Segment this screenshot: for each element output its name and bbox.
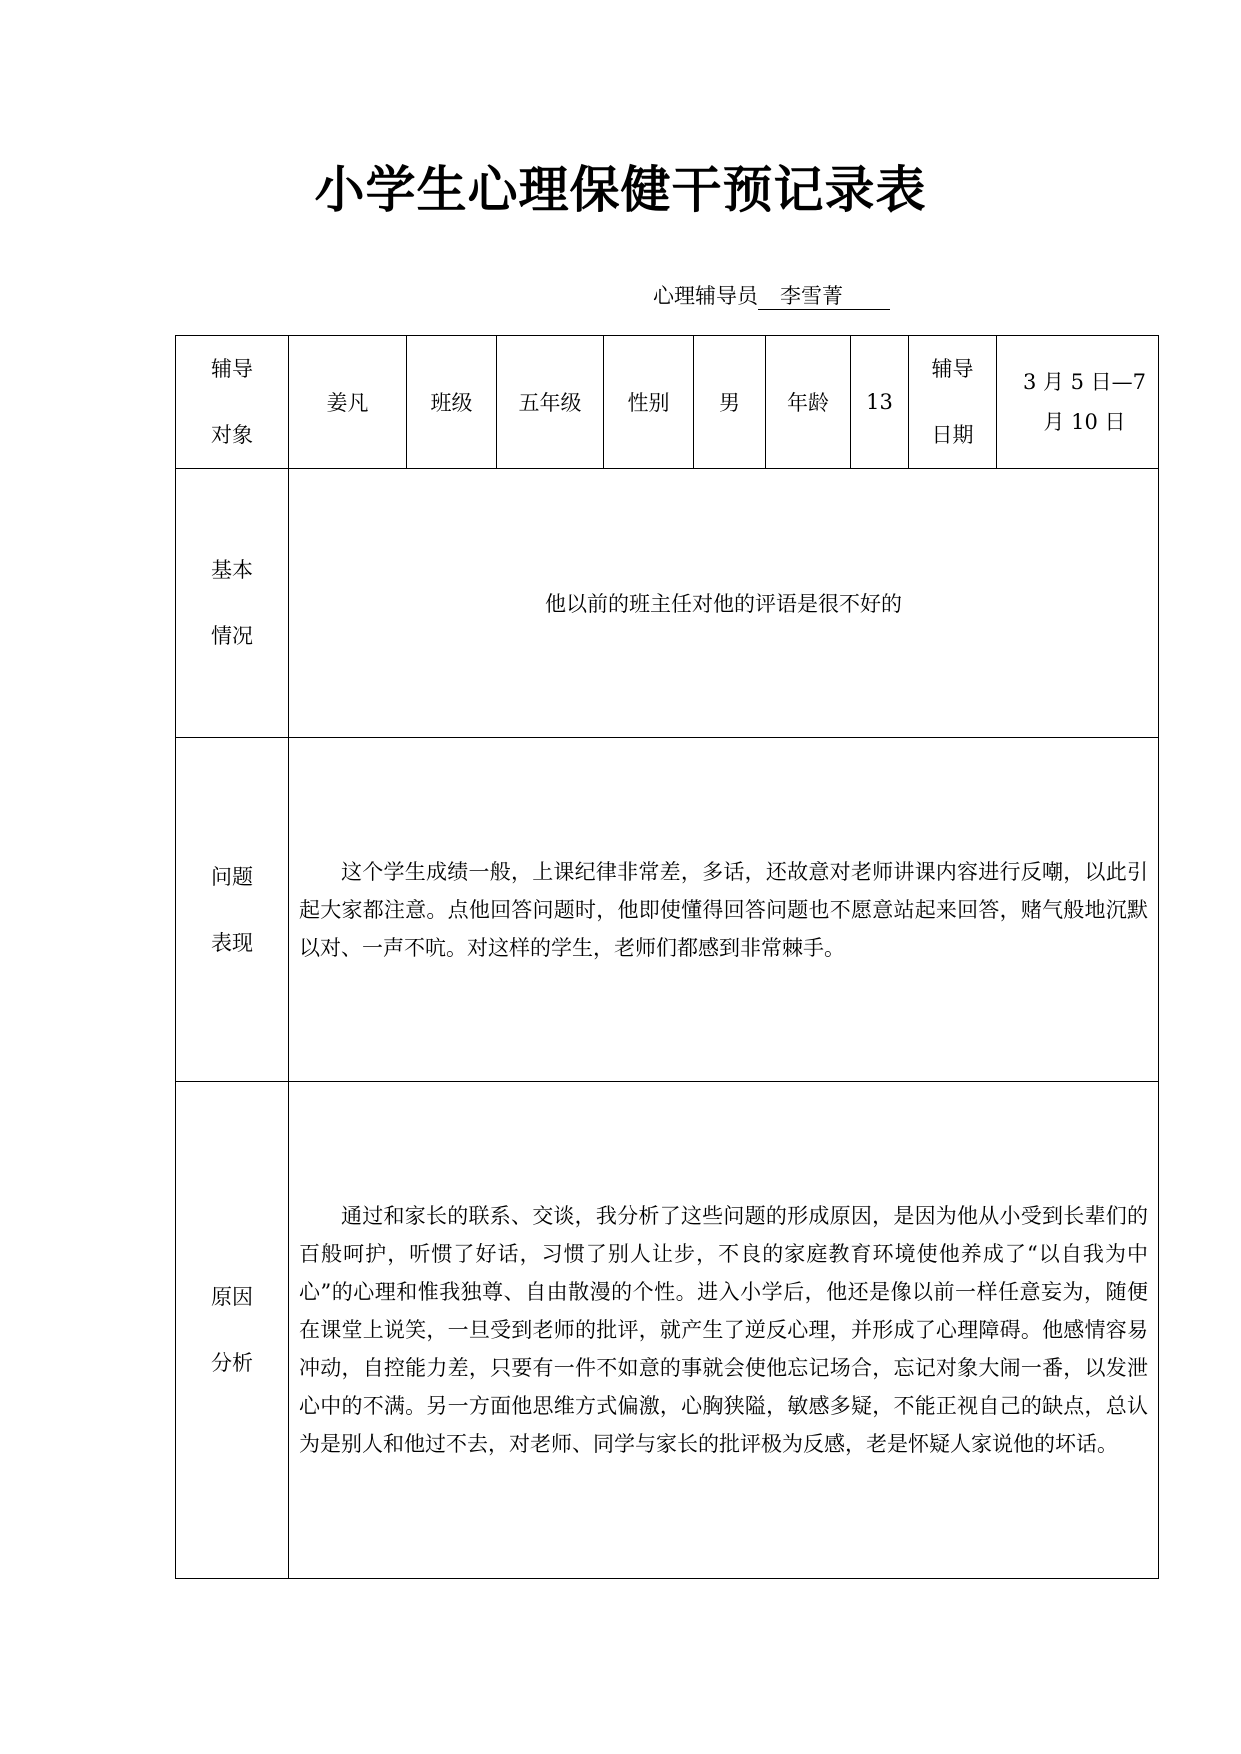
gender-value: 男 (694, 336, 766, 469)
date-label-cell (909, 336, 997, 469)
cause-label-cell (176, 1082, 289, 1579)
age-label: 年龄 (766, 336, 851, 469)
counselor-name: 李雪菁 (758, 283, 890, 310)
date-value-line2: 月 10 日 (1043, 410, 1126, 434)
cause-text: 通过和家长的联系、交谈，我分析了这些问题的形成原因，是因为他从小受到长辈们的百般呵护，听惯了好话，习惯了别人让步，不良的家庭教育环境使他养成了“以自我为中心”的心理和惟我独尊、自由散漫的个性。进入小学后，他还是像以前一样任意妄为，随便在课堂上说笑，一旦受到老师的批评，就产生了逆反心理，并形成了心理障碍。他感情容易冲动，自控能力差，只要有一件不如意的事就会使他忘记场合，忘记对象大闹一番，以发泄心中的不满。另一方面他思维方式偏激，心胸狭隘，敏感多疑，不能正视自己的缺点，总认为是别人和他过不去，对老师、同学与家长的批评极为反感，老是怀疑人家说他的坏话。 (299, 1204, 1148, 1456)
date-label-line1: 辅导 (931, 357, 974, 381)
basic-row (176, 469, 1159, 738)
gender-label: 性别 (604, 336, 694, 469)
date-label-line2: 日期 (931, 423, 974, 447)
target-label-line1: 辅导 (211, 357, 253, 381)
header-row (176, 336, 1159, 469)
basic-text: 他以前的班主任对他的评语是很不好的 (289, 469, 1159, 738)
problem-row (176, 738, 1159, 1082)
student-name: 姜凡 (289, 336, 407, 469)
basic-label-line2: 情况 (211, 624, 253, 648)
counselor-line (653, 280, 890, 310)
problem-text: 这个学生成绩一般，上课纪律非常差，多话，还故意对老师讲课内容进行反嘲，以此引起大家都注意。点他回答问题时，他即使懂得回答问题也不愿意站起来回答，赌气般地沉默以对、一声不吭。对这样的学生，老师们都感到非常棘手。 (299, 859, 1148, 960)
problem-label-line1: 问题 (211, 864, 253, 889)
target-label-cell (176, 336, 289, 469)
problem-label-line2: 表现 (211, 930, 253, 955)
basic-label-line1: 基本 (211, 558, 253, 582)
problem-label-cell (176, 738, 289, 1082)
age-value: 13 (851, 336, 909, 469)
problem-content-cell (289, 738, 1159, 1082)
date-value-line1: 3 月 5 日—7 (1022, 370, 1147, 394)
cause-label-line2: 分析 (211, 1351, 253, 1375)
counselor-label: 心理辅导员 (653, 284, 758, 308)
basic-label-cell (176, 469, 289, 738)
class-label: 班级 (407, 336, 497, 469)
target-label-line2: 对象 (211, 423, 253, 447)
cause-label-line1: 原因 (211, 1285, 253, 1309)
cause-content-cell (289, 1082, 1159, 1579)
page-title: 小学生心理保健干预记录表 (314, 161, 927, 219)
record-table (175, 335, 1159, 1579)
cause-row (176, 1082, 1159, 1579)
date-value-cell (997, 336, 1159, 469)
class-value: 五年级 (497, 336, 604, 469)
